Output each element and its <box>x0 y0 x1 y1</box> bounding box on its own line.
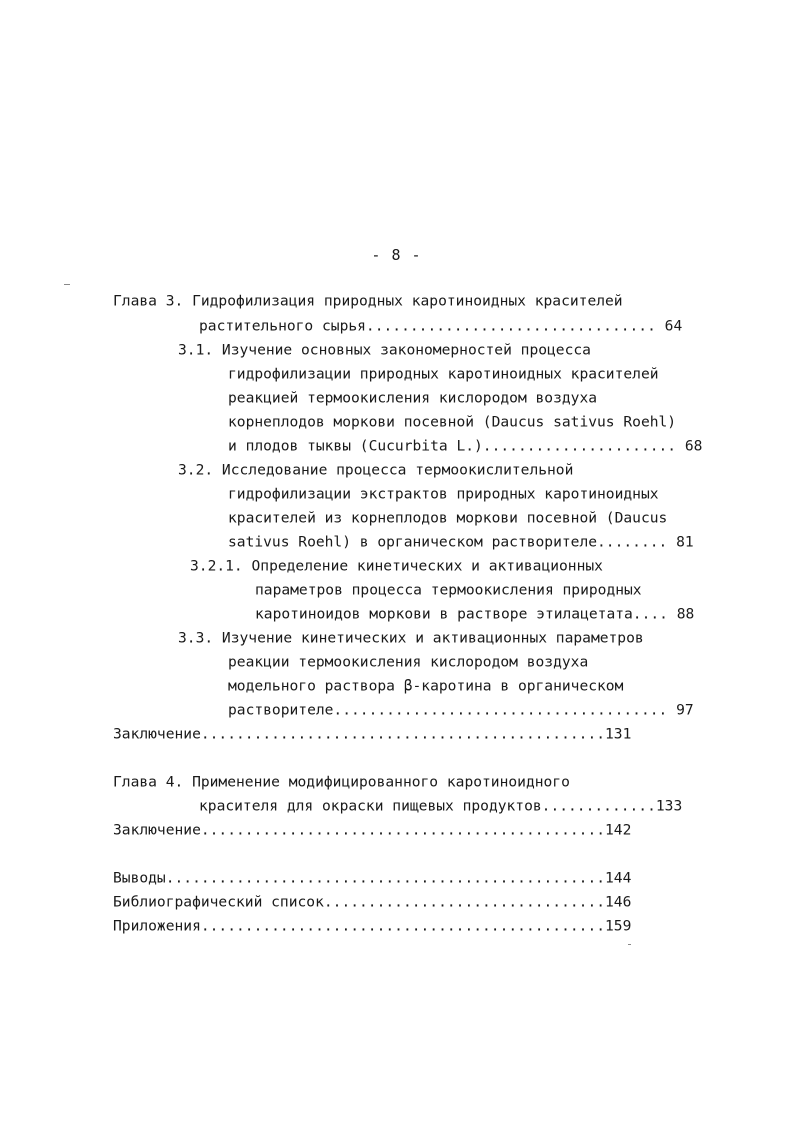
toc-section-3-2-cont: sativus Roehl) в органическом растворителе........ 81 <box>228 533 694 551</box>
toc-section-3-1-cont: корнеплодов моркови посевной (Daucus sativus Roehl) <box>228 413 677 431</box>
toc-conclusion-4: Заключение..............................................142 <box>113 821 632 839</box>
toc-section-3-1-cont: и плодов тыквы (Cucurbita L.)...................... 68 <box>228 437 703 455</box>
toc-section-3-2: 3.2. Исследование процесса термоокислительной <box>178 461 574 479</box>
scan-speck <box>64 284 70 285</box>
toc-chapter-3-title-cont: растительного сырья................................. 64 <box>199 317 683 335</box>
toc-section-3-3-cont: растворителе...................................... 97 <box>228 701 694 719</box>
toc-section-3-1-cont: гидрофилизации природных каротиноидных красителей <box>228 365 659 383</box>
toc-section-3-2-cont: красителей из корнеплодов моркови посевной (Daucus <box>228 509 668 527</box>
page-number: - 8 - <box>371 246 422 264</box>
toc-conclusion-3: Заключение..............................................131 <box>113 725 632 743</box>
toc-findings: Выводы..................................................144 <box>113 869 632 887</box>
toc-appendices: Приложения..............................................159 <box>113 917 632 935</box>
scan-speck <box>628 944 631 945</box>
toc-chapter-4-title-cont: красителя для окраски пищевых продуктов.............133 <box>199 797 683 815</box>
toc-section-3-1: 3.1. Изучение основных закономерностей процесса <box>178 341 591 359</box>
toc-section-3-3-cont: реакции термоокисления кислородом воздуха <box>228 653 589 671</box>
toc-chapter-4-title: Глава 4. Применение модифицированного каротиноидного <box>113 773 570 791</box>
toc-section-3-3-cont: модельного раствора β-каротина в органическом <box>228 677 624 695</box>
toc-section-3-2-cont: гидрофилизации экстрактов природных каротиноидных <box>228 485 659 503</box>
toc-section-3-2-1-cont: параметров процесса термоокисления природных <box>255 581 642 599</box>
toc-section-3-2-1-cont: каротиноидов моркови в растворе этилацетата.... 88 <box>255 605 695 623</box>
toc-section-3-2-1: 3.2.1. Определение кинетических и активационных <box>190 557 603 575</box>
toc-section-3-3: 3.3. Изучение кинетических и активационных параметров <box>178 629 644 647</box>
toc-chapter-3-title: Глава 3. Гидрофилизация природных каротиноидных красителей <box>113 292 623 310</box>
toc-section-3-1-cont: реакцией термоокисления кислородом воздуха <box>228 389 598 407</box>
toc-bibliography: Библиографический список................................146 <box>113 893 632 911</box>
